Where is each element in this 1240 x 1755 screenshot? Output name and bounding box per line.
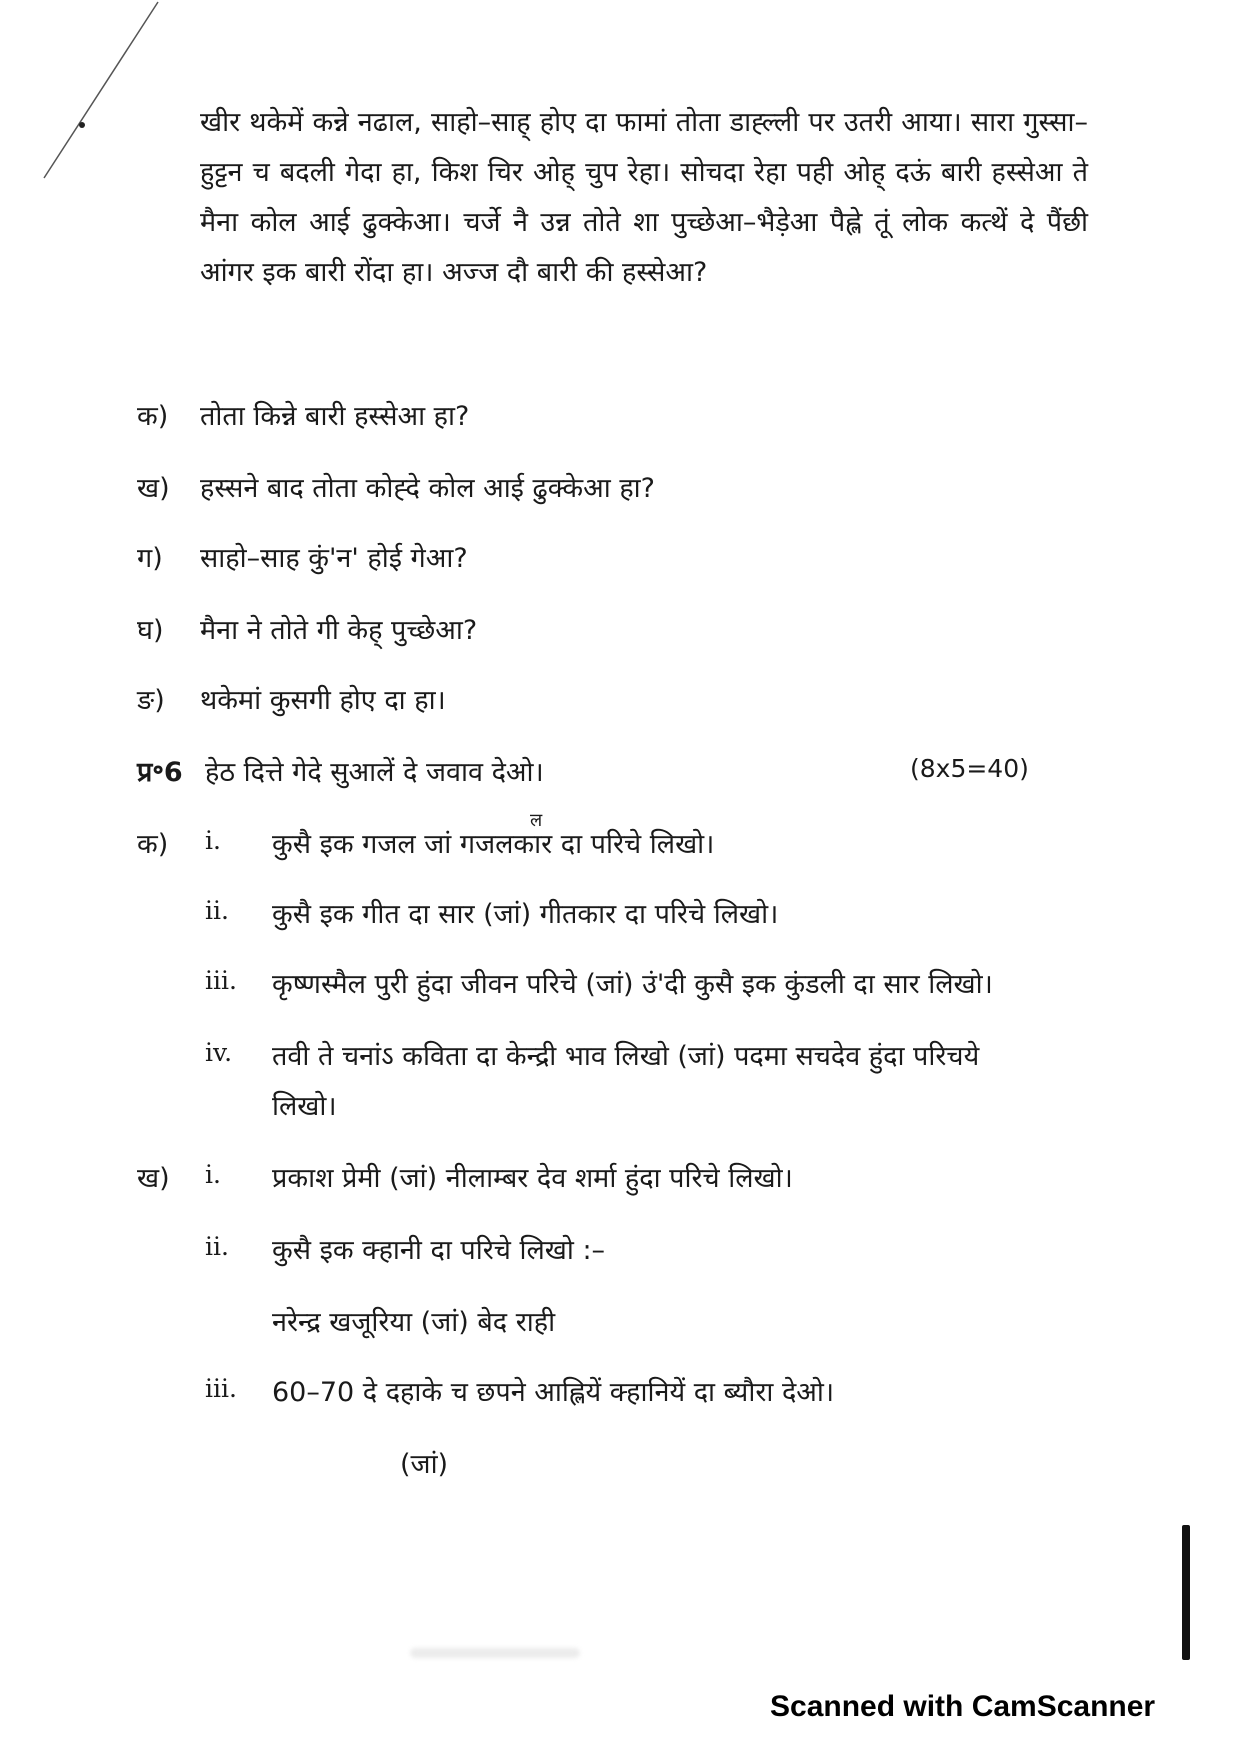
item-text-continued: नरेन्द्र खजूरिया (जां) बेद राही bbox=[272, 1307, 556, 1338]
comprehension-passage: खीर थकेमें कन्ने नढाल, साहो–साह् होए दा फामां तोता डाह्ल्ली पर उतरी आया। सारा गुस्सा– हुट्टन च बदली गेदा हा, किश चिर ओह् चुप रेहा। सोचदा रेहा पही ओह् दऊं बारी हस्सेआ ते मैना कोल आई ढुक्केआ। चर्जे नै उन्न तोते शा पुच्छेआ–भैड़ेआ पैह्ले तूं लोक कत्थें दे पैंछी आंगर इक बारी रोंदा हा। अज्ज दौ बारी की हस्सेआ? bbox=[200, 107, 1088, 288]
section-marker: क) bbox=[137, 829, 169, 860]
question-text: साहो–साह कुं'न' होई गेआ? bbox=[200, 543, 468, 574]
question-text: तोता किन्ने बारी हस्सेआ हा? bbox=[200, 401, 470, 432]
item-text: कुसै इक गीत दा सार (जां) गीतकार दा परिचे लिखो। bbox=[272, 899, 779, 930]
question-text: मैना ने तोते गी केह् पुच्छेआ? bbox=[200, 615, 478, 646]
question-marker: ख) bbox=[137, 473, 170, 504]
question-number: प्र॰6 bbox=[137, 757, 183, 788]
question-instruction: हेठ दित्ते गेदे सुआलें दे जवाव देओ। bbox=[205, 757, 544, 788]
section-marker: ख) bbox=[137, 1163, 170, 1194]
item-text-continued: लिखो। bbox=[272, 1091, 337, 1122]
item-roman: iv. bbox=[205, 1038, 233, 1067]
question-marker: ङ) bbox=[137, 685, 165, 716]
item-text: कृष्णस्मैल पुरी हुंदा जीवन परिचे (जां) उं'दी कुसै इक कुंडली दा सार लिखो। bbox=[272, 969, 993, 1000]
question-text: हस्सने बाद तोता कोह्दे कोल आई ढुक्केआ हा? bbox=[200, 473, 655, 504]
camscanner-watermark: Scanned with CamScanner bbox=[770, 1690, 1156, 1723]
marks-label: (8x5=40) bbox=[910, 754, 1029, 783]
item-text: कुसै इक गजल जां गजलकार दा परिचे लिखो। bbox=[272, 829, 715, 860]
item-roman: i. bbox=[205, 1160, 221, 1189]
scan-pen-stroke bbox=[40, 0, 160, 180]
question-marker: घ) bbox=[137, 615, 164, 646]
item-roman: iii. bbox=[205, 1374, 237, 1403]
item-roman: ii. bbox=[205, 1232, 229, 1261]
scan-edge-mark bbox=[1182, 1525, 1190, 1660]
item-text: प्रकाश प्रेमी (जां) नीलाम्बर देव शर्मा हुंदा परिचे लिखो। bbox=[272, 1163, 793, 1194]
question-marker: क) bbox=[137, 401, 169, 432]
item-roman: iii. bbox=[205, 966, 237, 995]
or-label: (जां) bbox=[400, 1449, 449, 1480]
handwritten-correction: ल bbox=[530, 810, 543, 831]
item-text: तवी ते चनांऽ कविता दा केन्द्री भाव लिखो (जां) पदमा सचदेव हुंदा परिचये bbox=[272, 1041, 980, 1072]
question-text: थकेमां कुसगी होए दा हा। bbox=[200, 685, 446, 716]
scan-smudge bbox=[410, 1648, 580, 1658]
item-text: कुसै इक क्हानी दा परिचे लिखो :– bbox=[272, 1235, 606, 1266]
item-roman: i. bbox=[205, 826, 221, 855]
item-roman: ii. bbox=[205, 896, 229, 925]
question-marker: ग) bbox=[137, 543, 163, 574]
item-text: 60–70 दे दहाके च छपने आह्लियें क्हानियें दा ब्यौरा देओ। bbox=[272, 1377, 835, 1408]
